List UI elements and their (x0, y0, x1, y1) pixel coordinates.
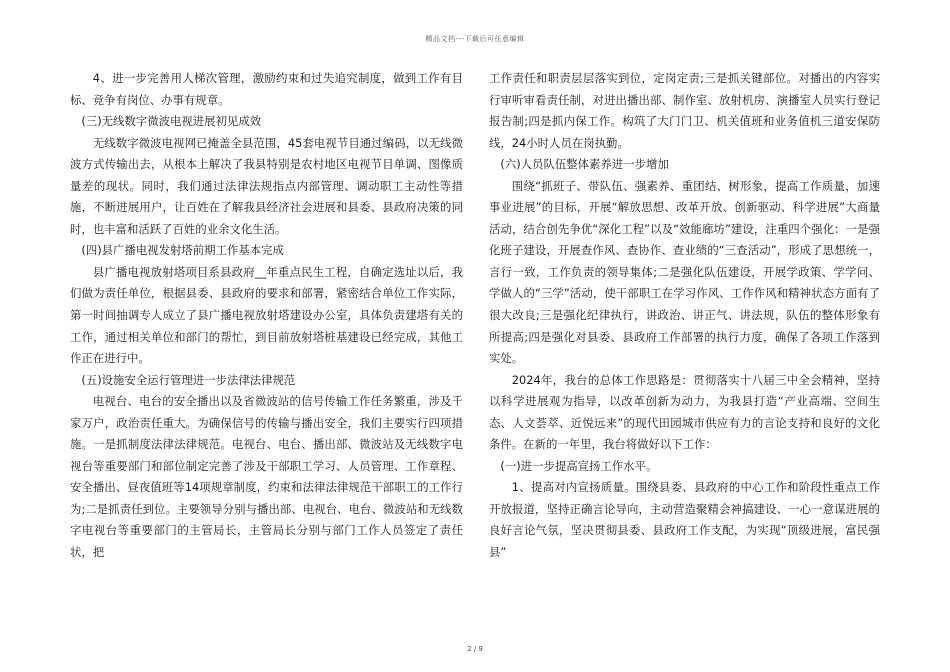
paragraph: 2024年，我台的总体工作思路是：贯彻落实十八届三中全会精神，坚持以科学进展观为指导，以改革创新为动力，为我县打造“产业高端、空间生态、人文荟萃、近悦远来”的现代田园城市供应有力的言论支持和良好的文化条件。在新的一年里，我台将做好以下工作： (489, 372, 880, 452)
paragraph: 无线数字微波电视网已掩盖全县范围，45套电视节目通过编码，以无线微波方式传输出去，从根本上解决了我县特别是农村地区电视节目单调、图像质量差的现状。同时，我们通过法律法规指点内部管理、调动职工主动性等措施，不断进展用户，让百姓在了解我县经济社会进展和县委、县政府决策的同时，也丰富和活跃了百姓的业余文化生活。 (70, 135, 463, 236)
page-header: 精品文档---下载后可任意编辑 (425, 35, 525, 43)
page-number: 2 / 9 (467, 645, 483, 653)
paragraph: 4、进一步完善用人梯次管理，激励约束和过失追究制度，做到工作有目标、竞争有岗位、办事有规章。 (70, 71, 463, 107)
right-column (489, 68, 880, 564)
section-heading: (五)设施安全运行管理进一步法律法律规范 (81, 372, 296, 387)
paragraph: 围绕“抓班子、带队伍、强素养、重团结、树形象，提高工作质量，加速事业进展”的目标，开展“解放思想、改革开放、创新驱动、科学进展”大商量活动，结合创先争优“深化工程”以及“效能廊坊”建设，注重四个强化：一是强化班子建设，开展查作风、查协作、查业绩的“三查活动”，形成了思想统一，言行一致，工作负责的领导集体;二是强化队伍建设，开展学政策、学学问、学做人的“三学”活动，使干部职工在学习作风、工作作风和精神状态方面有了很大改良;三是强化纪律执行，讲政治、讲正气、讲法规，队伍的整体形象有所提高;四是强化对县委、县政府工作部署的执行力度，确保了各项工作落到实处。 (489, 178, 880, 366)
left-column (70, 68, 463, 564)
section-heading: (六)人员队伍整体素养进一步增加 (500, 157, 669, 172)
paragraph: 1、提高对内宣扬质量。围绕县委、县政府的中心工作和阶段性重点工作开放报道，坚持正确言论导向，主动营造聚精会神搞建设、一心一意谋进展的良好言论气氛，坚决贯彻县委、县政府工作支配，为实现“顶级进展，富民强县” (489, 480, 880, 560)
section-heading: (一)进一步提高宣扬工作水平。 (500, 458, 658, 473)
paragraph-continued: 工作责任和职责层层落实到位，定岗定责;三是抓关键部位。对播出的内容实行审听审看责任制，对进出播出部、制作室、放射机房、演播室人员实行登记报告制;四是抓内保工作。构筑了大门门卫、机关值班和业务值机三道安保防线，24小时人员在岗执勤。 (489, 71, 880, 150)
paragraph: 电视台、电台的安全播出以及省微波站的信号传输工作任务繁重，涉及千家万户，政治责任重大。为确保信号的传输与播出安全，我们主要实行四项措施。一是抓制度法律法律规范。电视台、电台、播出部、微波站及无线数字电视台等重要部门和部位制定完善了涉及干部职工学习、人员管理、工作章程、安全播出、昼夜值班等14项规章制度，约束和法律法律规范干部职工的工作行为;二是抓责任到位。主要领导分别与播出部、电视台、电台、微波站和无线数字电视台等重要部门的主管局长，主管局长分别与部门工作人员签定了责任状，把 (70, 394, 463, 560)
paragraph: 县广播电视放射塔项目系县政府__年重点民生工程，自确定选址以后，我们做为责任单位，根据县委、县政府的要求和部署，紧密结合单位工作实际，第一时间抽调专人成立了县广播电视放射塔建设办公室，具体负责建塔有关的工作，通过相关单位和部门的帮忙，到目前放射塔桩基建设已经完成，其他工作正在进行中。 (70, 264, 463, 366)
section-heading: (四)县广播电视发射塔前期工作基本完成 (81, 243, 284, 258)
section-heading: (三)无线数字微波电视进展初见成效 (81, 114, 262, 129)
